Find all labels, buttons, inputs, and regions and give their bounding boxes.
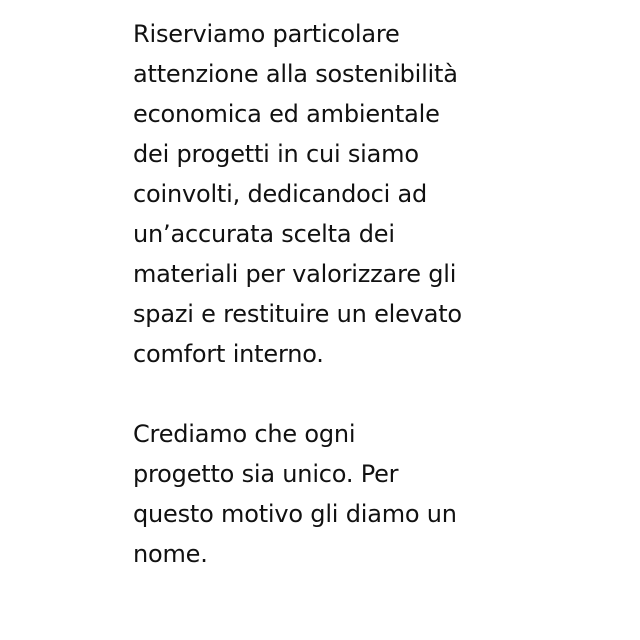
text-line: dei progetti in cui siamo: [133, 140, 419, 168]
text-line: spazi e restituire un elevato: [133, 300, 462, 328]
text-line: progetto sia unico. Per: [133, 460, 399, 488]
text-line: questo motivo gli diamo un: [133, 500, 457, 528]
paragraph-sustainability: [133, 14, 533, 374]
text-line: Crediamo che ogni: [133, 420, 356, 448]
text-line: coinvolti, dedicandoci ad: [133, 180, 428, 208]
text-line: nome.: [133, 540, 208, 568]
text-content: [133, 14, 533, 574]
text-line: economica ed ambientale: [133, 100, 440, 128]
text-line: Riserviamo particolare: [133, 20, 400, 48]
text-line: attenzione alla sostenibilità: [133, 60, 458, 88]
text-line: comfort interno.: [133, 340, 324, 368]
paragraph-unique-project: [133, 414, 533, 574]
text-line: materiali per valorizzare gli: [133, 260, 457, 288]
text-line: un’accurata scelta dei: [133, 220, 395, 248]
